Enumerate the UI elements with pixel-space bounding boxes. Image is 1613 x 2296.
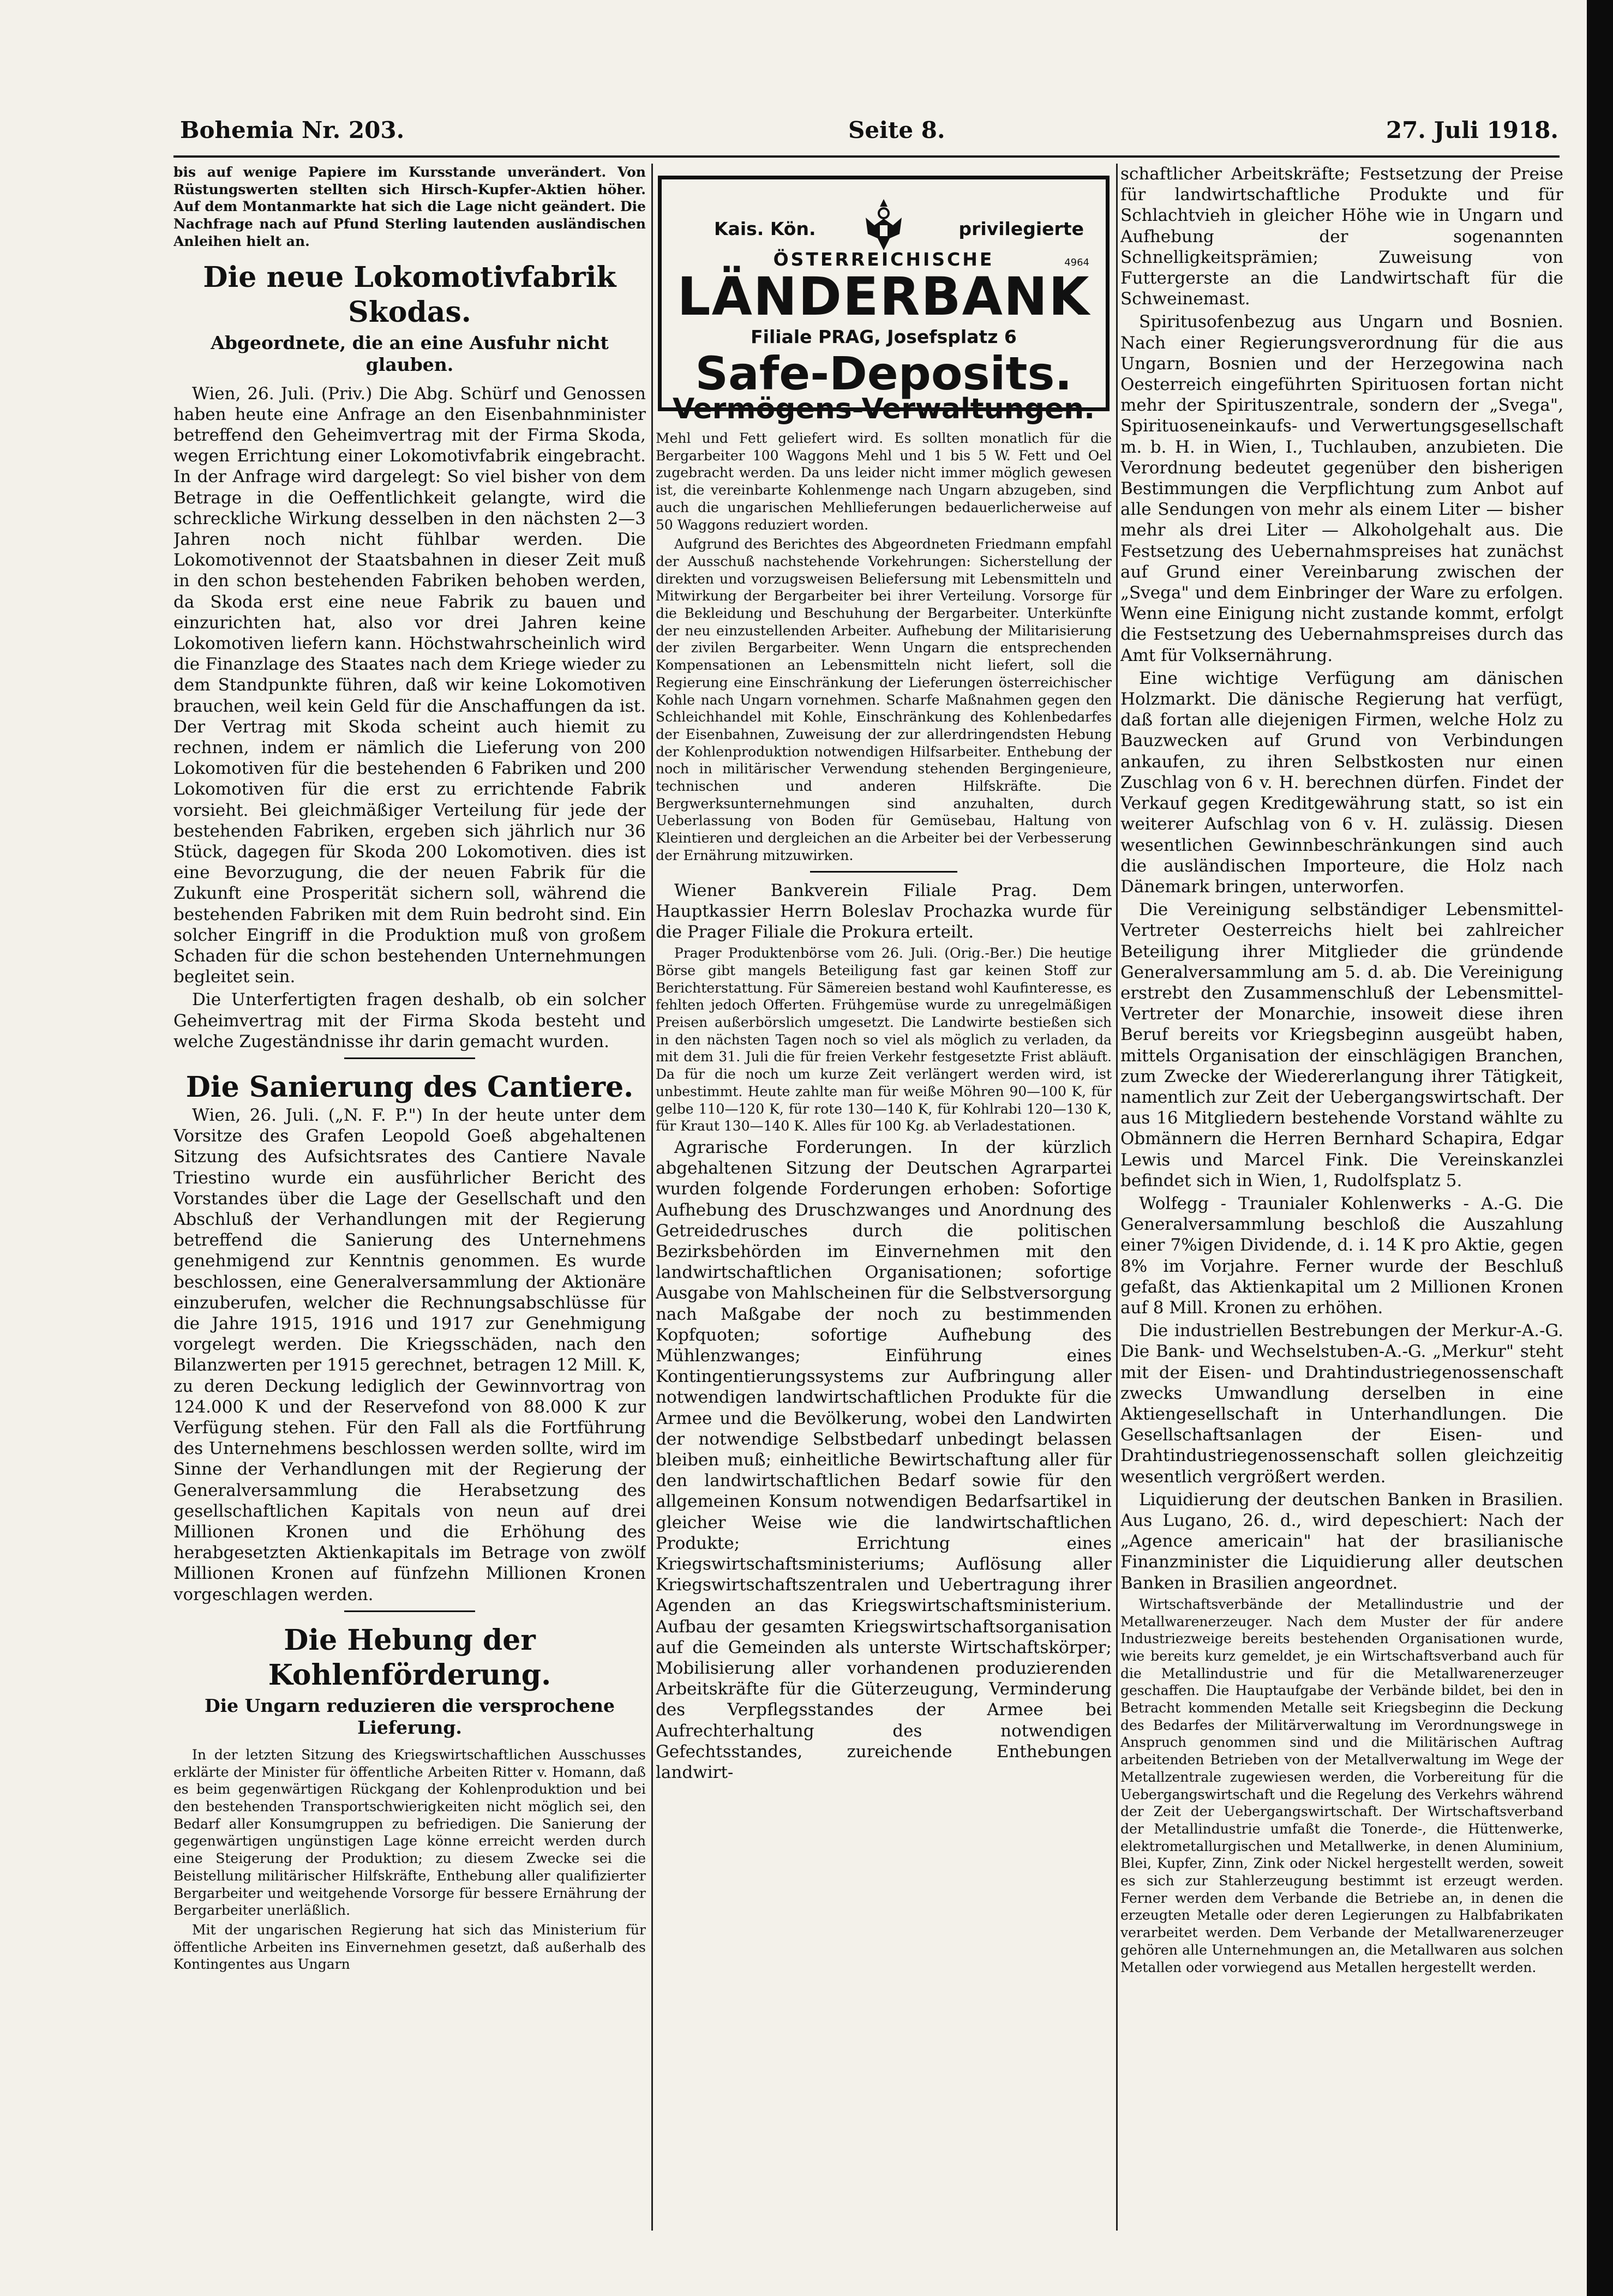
- column-2: [656, 164, 1112, 2231]
- article-wolfegg: Wolfegg - Traunialer Kohlenwerks - A.-G. Die Generalversammlung beschloß die Auszahlung einer 7%igen Dividende, d. i. 14 K pro Aktie, gegen 8% im Vorjahre. Ferner wurde der Beschluß gefaßt, das Aktienkapital um 2 Millionen Kronen auf 8 Mill. Kronen zu erhöhen.: [1120, 1193, 1563, 1318]
- article-merkur: Die industriellen Bestrebungen der Merkur-A.-G. Die Bank- und Wechselstuben-A.-G. „Merkur" steht mit der Eisen- und Drahtindustriegenossenschaft zwecks Umwandlung derselben in eine Aktiengesellschaft in Unterhandlungen. Die Gesellschaftsanlagen der Eisen- und Drahtindustriegenossenschaft sollen gleichzeitig wesentlich vergrößert werden.: [1120, 1321, 1563, 1487]
- article-kohle-body: In der letzten Sitzung des Kriegswirtschaftlichen Ausschusses erklärte der Minister für öffentliche Arbeiten Ritter v. Homann, daß es beim gegenwärtigen Rückgang der Kohlenproduktion und bei den bestehenden Transportschwierigkeiten nicht möglich sei, den Bedarf aller Konsumgruppen zu befriedigen. Die Sanierung der gegenwärtigen ungünstigen Lage könne erreicht werden durch eine Steigerung der Produktion; zu diesem Zwecke sei die Beistellung militärischer Hilfskräfte, Enthebung aller qualifizierter Bergarbeiter und weitgehende Vorsorge für bessere Ernährung der Bergarbeiter unerläßlich.: [173, 1746, 646, 1919]
- article-produktenboerse: Prager Produktenbörse vom 26. Juli. (Orig.-Ber.) Die heutige Börse gibt mangels Beteiligung fast gar keinen Stoff zur Berichterstattung. Für Sämereien bestand wohl Kaufinteresse, es fehlten jedoch Offerten. Frühgemüse wurde zu unregelmäßigen Preisen außerbörslich umgesetzt. Die Landwirte bestießen sich in den nächsten Tagen noch so viel als möglich zu verladen, da mit dem 31. Juli die für freien Verkehr festgesetzte Frist abläuft. Da für die noch um kurze Zeit verlängert werden wird, ist unbestimmt. Heute zahlte man für weiße Möhren 90—100 K, für gelbe 110—120 K, für rote 130—140 K, für Kohlrabi 120—130 K, für Kraut 130—140 K. Alles für 100 Kg. ab Verladestationen.: [656, 945, 1112, 1134]
- article-metallindustrie: Wirtschaftsverbände der Metallindustrie und der Metallwarenerzeuger. Nach dem Muster der für andere Industriezweige bereits bestehenden Organisationen wurde, wie bereits kurz gemeldet, je ein Wirtschaftsverband auch für die Metallindustrie und für die Metallwarenerzeuger geschaffen. Die Hauptaufgabe der Verbände bildet, bei den in Betracht kommenden Metalle seit Kriegsbeginn die Deckung des Bedarfes der Militärverwaltung im Verordnungswege in Anspruch genommen sind und die Militärischen Auftrag arbeitenden Betrieben von der Metallverwaltung im Wege der Metallzentrale zugewiesen werden, die Vorbereitung für die Uebergangswirtschaft und die Regelung des Verkehrs während der Zeit der Uebergangswirtschaft. Der Wirtschaftsverband der Metallindustrie umfaßt die Tonerde-, die Hüttenwerke, elektrometallurgischen und Metallwerke, in denen Aluminium, Blei, Kupfer, Zinn, Zink oder Nickel hergestellt werden, soweit es sich zur Stahlerzeugung bestimmt ist erzeugt werden. Ferner werden dem Verbande die Betriebe an, in denen die erzeugten Metalle oder deren Legierungen zu Halbfabrikaten verarbeitet werden. Dem Verbande der Metallwarenerzeuger gehören alle Unternehmungen an, die Metallwaren aus solchen Metallen oder vorwiegend aus Metallen hergestellt werden.: [1120, 1596, 1563, 1975]
- article-spiritus: Spiritusofenbezug aus Ungarn und Bosnien. Nach einer Regierungsverordnung für die aus Ungarn, Bosnien und der Herzegowina nach Oesterreich eingeführten Spirituosen fortan nicht mehr der Spirituszentrale, sondern der „Svega", Spirituoseneinkaufs- und Verwertungsgesellschaft m. b. H. in Wien, I., Tuchlauben, anzubieten. Die Verordnung bedeutet gegenüber den bisherigen Bestimmungen die Verpflichtung zum Anbot auf alle Sendungen von mehr als einem Liter — bisher mehr als drei Liter — Alkoholgehalt aus. Die Festsetzung des Uebernahmspreises hat zunächst auf Grund einer Vereinbarung zwischen der „Svega" und dem Einbringer der Ware zu erfolgen. Wenn eine Einigung nicht zustande kommt, erfolgt die Festsetzung des Uebernahmspreises durch das Amt für Volksernährung.: [1120, 312, 1563, 665]
- scan-edge: [1587, 0, 1613, 2296]
- headline-skoda: Die neue Lokomotivfabrik Skodas.: [203, 260, 616, 329]
- article-agrarische-forderungen: Agrarische Forderungen. In der kürzlich abgehaltenen Sitzung der Deutschen Agrarpartei wurden folgende Forderungen erhoben: Sofortige Aufhebung des Druschzwanges und Anordnung des Getreidedrusches durch die politischen Bezirksbehörden im Einvernehmen mit den landwirtschaftlichen Organisationen; sofortige Ausgabe von Mahlscheinen für die Selbstversorgung nach Maßgabe der noch zu bestimmenden Kopfquoten; sofortige Aufhebung des Mühlenzwanges; Einführung eines Kontingentierungssystems zur Aufbringung aller notwendigen landwirtschaftlichen Produkte für die Armee und die Bevölkerung, wobei den Landwirten der notwendige Selbstbedarf unbedingt belassen bleiben muß; einheitliche Bewirtschaftung aller für den landwirtschaftlichen Bedarf sowie für den allgemeinen Konsum notwendigen Bedarfsartikel in gleicher Weise wie die landwirtschaftlichen Produkte; Errichtung eines Kriegswirtschaftsministeriums; Auflösung aller Kriegswirtschaftszentralen und Uebertragung ihrer Agenden an das Kriegswirtschaftsministerium. Aufbau der gesamten Kriegswirtschaftsorganisation auf die Gemeinden als unterste Wirtschaftskörper; Mobilisierung aller vorhandenen produzierenden Arbeitskräfte für die Güterzeugung, Verminderung des Verpflegsstandes der Armee bei Aufrechterhaltung des notwendigen Gefechtsstandes, zureichende Enthebungen landwirt-: [656, 1137, 1112, 1783]
- article-agrar-continued: schaftlicher Arbeitskräfte; Festsetzung der Preise für landwirtschaftliche Produkte und für Schlachtvieh in gleicher Höhe wie in Ungarn und Aufhebung der sogenannten Schnelligkeitsprämien; Zuweisung von Futtergerste an die Landwirtschaft für die Schweinemast.: [1120, 164, 1563, 309]
- ad-bank-name: LÄNDERBANK: [677, 266, 1090, 327]
- ad-vermoegens: Vermögens-Verwaltungen.: [673, 393, 1095, 425]
- headline-kohle: Die Hebung der Kohlenförderung.: [268, 1623, 551, 1692]
- ad-subtitle: ÖSTERREICHISCHE: [773, 249, 994, 270]
- article-brasilien: Liquidierung der deutschen Banken in Brasilien. Aus Lugano, 26. d., wird depeschiert: Nach der „Agence americain" hat der brasilianische Finanzminister die Liquidierung aller deutschen Banken in Brasilien angeordnet.: [1120, 1489, 1563, 1593]
- headline-cantiere: Die Sanierung des Cantiere.: [185, 1071, 634, 1104]
- article-cantiere-body: Wien, 26. Juli. („N. F. P.") In der heute unter dem Vorsitze des Grafen Leopold Goeß abgehaltenen Sitzung des Aufsichtsrates des Cantiere Navale Triestino wurde ein ausführlicher Bericht des Vorstandes über die Lage der Gesellschaft und den Abschluß der Verhandlungen mit der Regierung betreffend die Sanierung des Unternehmens genehmigend zur Kenntnis genommen. Es wurde beschlossen, eine Generalversammlung der Aktionäre einzuberufen, welcher die Rechnungsabschlüsse für die Jahre 1915, 1916 und 1917 zur Genehmigung vorgelegt werden. Die Kriegsschäden, nach den Bilanzwerten per 1915 gerechnet, betragen 12 Mill. K, zu deren Deckung lediglich der Gewinnvortrag von 124.000 K und der Reservefond von 88.000 K zur Verfügung stehen. Für den Fall als die Fortführung des Unternehmens beschlossen werden sollte, wird im Sinne der Verhandlungen mit der Regierung der Generalversammlung die Herabsetzung des gesellschaftlichen Kapitals von neun auf drei Millionen Kronen und die Erhöhung des herabgesetzten Aktienkapitals im Betrage von zwölf Millionen Kronen auf fünfzehn Millionen Kronen vorgeschlagen werden.: [173, 1105, 646, 1604]
- article-lebensmittel-vertreter: Die Vereinigung selbständiger Lebensmittel-Vertreter Oesterreichs hielt bei zahlreicher Beteiligung ihrer Mitglieder die gründende Generalversammlung am 5. d. ab. Die Vereinigung erstrebt den Zusammenschluß der Lebensmittel-Vertreter der Monarchie, insoweit diese ihren Beruf bereits vor Kriegsbeginn ausgeübt haben, mittels Organisation der einschlägigen Branchen, zum Zwecke der Wiedererlangung ihrer Tätigkeit, namentlich zur Zeit der Uebergangswirtschaft. Der aus 16 Mitgliedern bestehende Vorstand wählte zu Obmännern die Herren Bernhard Schapira, Edgar Lewis und Marcel Fink. Die Vereinskanzlei befindet sich in Wien, 1, Rudolfsplatz 5.: [1120, 900, 1563, 1191]
- article-bankverein: Wiener Bankverein Filiale Prag. Dem Hauptkassier Herrn Boleslav Prochazka wurde für die Prager Filiale die Prokura erteilt.: [656, 880, 1112, 942]
- article-kohle-continued: Mit der ungarischen Regierung hat sich das Ministerium für öffentliche Arbeiten ins Einvernehmen gesetzt, daß außerhalb des Kontingentes aus Ungarn: [173, 1921, 646, 1973]
- header-center: Seite 8.: [848, 117, 945, 143]
- subheadline-skoda: Abgeordnete, die an eine Ausfuhr nicht glauben.: [211, 332, 609, 375]
- header-right: 27. Juli 1918.: [1386, 117, 1558, 143]
- ad-top-right: privilegierte: [958, 218, 1084, 239]
- article-kohle-continued-col2: Mehl und Fett geliefert wird. Es sollten monatlich für die Bergarbeiter 100 Waggons Mehl und 1 bis 5 W. Fett und Oel zugebracht werden. Da uns leider nicht immer möglich gewesen ist, die vereinbarte Kohlenmenge nach Ungarn abzugeben, sind auch die ungarischen Mehllieferungen bedauerlicherweise auf 50 Waggons reduziert worden.: [656, 430, 1112, 533]
- ad-safe-deposits: Safe-Deposits.: [695, 347, 1072, 400]
- header-rule: [173, 155, 1560, 158]
- column-rule-1: [651, 164, 653, 2231]
- column-rule-2: [1116, 164, 1118, 2231]
- section-divider: [810, 871, 957, 873]
- subheadline-kohle: Die Ungarn reduzieren die versprochene Lieferung.: [204, 1694, 615, 1738]
- market-report: bis auf wenige Papiere im Kursstande unverändert. Von Rüstungswerten stellten sich Hirsch-Kupfer-Aktien höher. Auf dem Montanmarkte hat sich die Lage nicht geändert. Die Nachfrage nach auf Pfund Sterling lautenden ausländischen Anleihen hielt an.: [173, 164, 646, 249]
- section-divider: [344, 1057, 475, 1059]
- article-skoda-body: Wien, 26. Juli. (Priv.) Die Abg. Schürf und Genossen haben heute eine Anfrage an den Eisenbahnminister betreffend den Geheimvertrag mit der Firma Skoda, wegen Errichtung einer Lokomotivfabrik eingebracht. In der Anfrage wird dargelegt: So viel bisher von dem Betrage in die Oeffentlichkeit gelangte, wird die schreckliche Wirkung desselben in den nächsten 2—3 Jahren noch nicht fühlbar werden. Die Lokomotivennot der Staatsbahnen in dieser Zeit muß in den schon bestehenden Fabriken behoben werden, da Skoda erst eine neue Fabrik zu bauen und einzurichten hat, also vor drei Jahren keine Lokomotiven liefern kann. Höchstwahrscheinlich wird die Finanzlage des Staates nach dem Kriege wieder zu dem Standpunkte führen, daß wir keine Lokomotiven brauchen, weil kein Geld für die Anschaffungen da ist. Der Vertrag mit Skoda scheint auch hiemit zu rechnen, indem er nämlich die Lieferung von 200 Lokomotiven für die bestehenden 6 Fabriken und 200 Lokomotiven für die erst zu errichtende Fabrik vorsieht. Bei gleichmäßiger Verteilung für jede der bestehenden Fabriken, ergeben sich jährlich nur 36 Stück, dagegen für Skoda 200 Lokomotiven. dies ist eine Bevorzugung, die der neuen Fabrik für die Zukunft eine Prosperität sichern soll, während die bestehenden Fabriken mit dem Ruin bedroht sind. Ein solcher Eingriff in die Produktion muß von großem Schaden für die schon bestehenden Unternehmungen begleitet sein.: [173, 383, 646, 987]
- column-3: [1120, 164, 1563, 2231]
- ad-top-left: Kais. Kön.: [714, 218, 816, 239]
- section-divider: [344, 1610, 475, 1612]
- article-kohle-recommendations: Aufgrund des Berichtes des Abgeordneten Friedmann empfahl der Ausschuß nachstehende Vorkehrungen: Sicherstellung der direkten und vorzugsweisen Beliefersung mit Lebensmitteln und Mitwirkung der Bergarbeiter bei ihrer Verteilung. Vorsorge für die Bekleidung und Beschuhung der Bergarbeiter. Unterkünfte der neu einzustellenden Arbeiter. Aufhebung der Militarisierung der zivilen Bergarbeiter. Wenn Ungarn die entsprechenden Kompensationen an Lebensmitteln nicht liefert, soll die Regierung eine Einschränkung der Lieferungen österreichischer Kohle nach Ungarn vornehmen. Scharfe Maßnahmen gegen den Schleichhandel mit Kohle, Einschränkung des Kohlenbedarfes der Eisenbahnen, Zuweisung der zur allerdringendsten Hebung der Kohlenproduktion notwendigen Hilfsarbeiter. Enthebung der noch in militärischer Verwendung stehenden Bergingenieure, technischen und anderen Hilfskräfte. Die Bergwerksunternehmungen sind anzuhalten, durch Ueberlassung von Boden für Gemüsebau, Haltung von Kleintieren und dergleichen an die Arbeiter bei der Verbesserung der Ernährung mitzuwirken.: [656, 536, 1112, 863]
- article-skoda-question: Die Unterfertigten fragen deshalb, ob ein solcher Geheimvertrag mit der Firma Skoda besteht und welche Zugeständnisse ihr darin gemacht wurden.: [173, 990, 646, 1051]
- header-left: Bohemia Nr. 203.: [180, 117, 405, 143]
- ad-code: 4964: [1064, 257, 1089, 268]
- page-header: [180, 117, 1558, 149]
- ad-branch: Filiale PRAG, Josefsplatz 6: [751, 326, 1017, 347]
- article-holzmarkt: Eine wichtige Verfügung am dänischen Holzmarkt. Die dänische Regierung hat verfügt, daß fortan alle diejenigen Firmen, welche Holz zu Bauzwecken auf Grund von Verbindungen ankaufen, zu ihren Selbstkosten nur einen Zuschlag von 6 v. H. berechnen dürfen. Findet der Verkauf gegen Kreditgewährung statt, so ist ein weiterer Aufschlag von 6 v. H. zulässig. Diesen wesentlichen Gewinnbeschränkungen sind auch die ausländischen Importeure, die Holz nach Dänemark bringen, unterworfen.: [1120, 668, 1563, 897]
- laenderbank-advertisement: [658, 176, 1110, 425]
- column-1: [173, 164, 646, 2231]
- eagle-crest-icon: [859, 196, 908, 256]
